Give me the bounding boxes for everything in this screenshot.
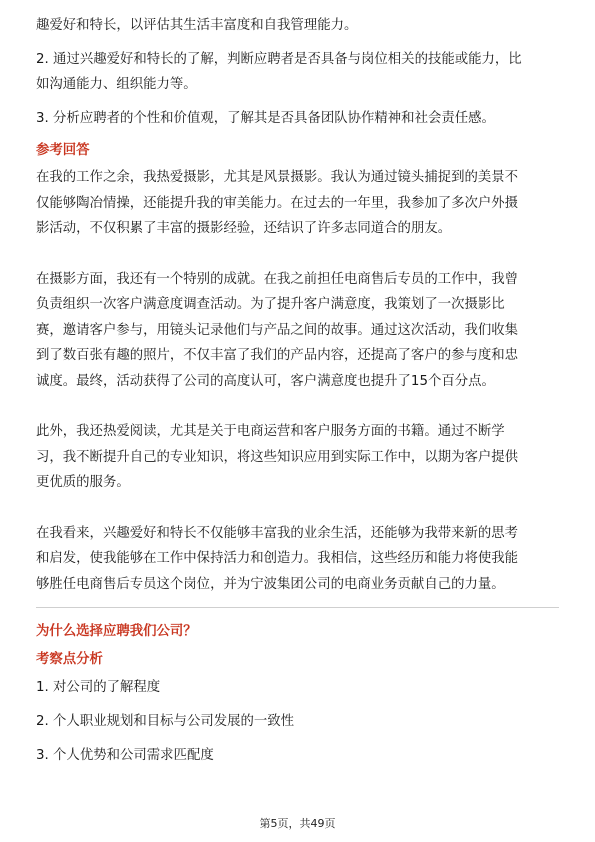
answer-line: 够胜任电商售后专员这个岗位，并为宁波集团公司的电商业务贡献自己的力量。 (36, 576, 505, 592)
reference-answer-heading: 参考回答 (36, 143, 90, 158)
answer-paragraph (36, 267, 559, 395)
answer-line: 在我的工作之余，我热爱摄影，尤其是风景摄影。我认为通过镜头捕捉到的美景不 (36, 170, 519, 185)
page-footer: 第5页，共49页 (259, 817, 336, 830)
analysis-point: 2. 个人职业规划和目标与公司发展的一致性 (36, 714, 295, 729)
answer-line: 在我看来，兴趣爱好和特长不仅能够丰富我的业余生活，还能够为我带来新的思考 (36, 525, 519, 541)
answer-line: 此外，我还热爱阅读，尤其是关于电商运营和客户服务方面的书籍。通过不断学 (36, 424, 505, 439)
point-line: 2. 通过兴趣爱好和特长的了解，判断应聘者是否具备与岗位相关的技能或能力，比 (36, 52, 522, 67)
analysis-point: 1. 对公司的了解程度 (36, 680, 161, 695)
point-item (36, 50, 559, 95)
intro-tail-text: 趣爱好和特长，以评估其生活丰富度和自我管理能力。 (36, 18, 358, 33)
answer-line: 和启发，使我能够在工作中保持活力和创造力。我相信，这些经历和能力将使我能 (36, 551, 519, 566)
answer-line: 习，我不断提升自己的专业知识，将这些知识应用到实际工作中，以期为客户提供 (36, 449, 519, 465)
answer-paragraph (36, 165, 559, 242)
answer-line: 诚度。最终，活动获得了公司的高度认可，客户满意度也提升了15个百分点。 (36, 373, 495, 389)
analysis-points (36, 678, 559, 766)
answer-line: 更优质的服务。 (36, 475, 130, 490)
answer-line: 负责组织一次客户满意度调查活动。为了提升客户满意度，我策划了一次摄影比 (36, 297, 505, 312)
next-question-heading: 为什么选择应聘我们公司？ (36, 624, 197, 639)
point-item (36, 109, 559, 129)
point-line: 如沟通能力、组织能力等。 (36, 77, 197, 92)
answer-line: 仅能够陶冶情操，还能提升我的审美能力。在过去的一年里，我参加了多次户外摄 (36, 195, 519, 211)
answer-line: 到了数百张有趣的照片，不仅丰富了我们的产品内容，还提高了客户的参与度和忠 (36, 348, 519, 363)
document-page (36, 16, 559, 780)
previous-points (36, 50, 559, 129)
point-line: 3. 分析应聘者的个性和价值观，了解其是否具备团队协作精神和社会责任感。 (36, 111, 495, 126)
answer-paragraph (36, 521, 559, 598)
answer-line: 影活动，不仅积累了丰富的摄影经验，还结识了许多志同道合的朋友。 (36, 221, 452, 236)
answer-line: 在摄影方面，我还有一个特别的成就。在我之前担任电商售后专员的工作中，我曾 (36, 271, 519, 287)
answer-line: 赛，邀请客户参与，用镜头记录他们与产品之间的故事。通过这次活动，我们收集 (36, 322, 519, 338)
analysis-point: 3. 个人优势和公司需求匹配度 (36, 748, 214, 763)
answer-paragraph (36, 419, 559, 496)
analysis-heading: 考察点分析 (36, 652, 103, 667)
section-divider (36, 607, 559, 608)
